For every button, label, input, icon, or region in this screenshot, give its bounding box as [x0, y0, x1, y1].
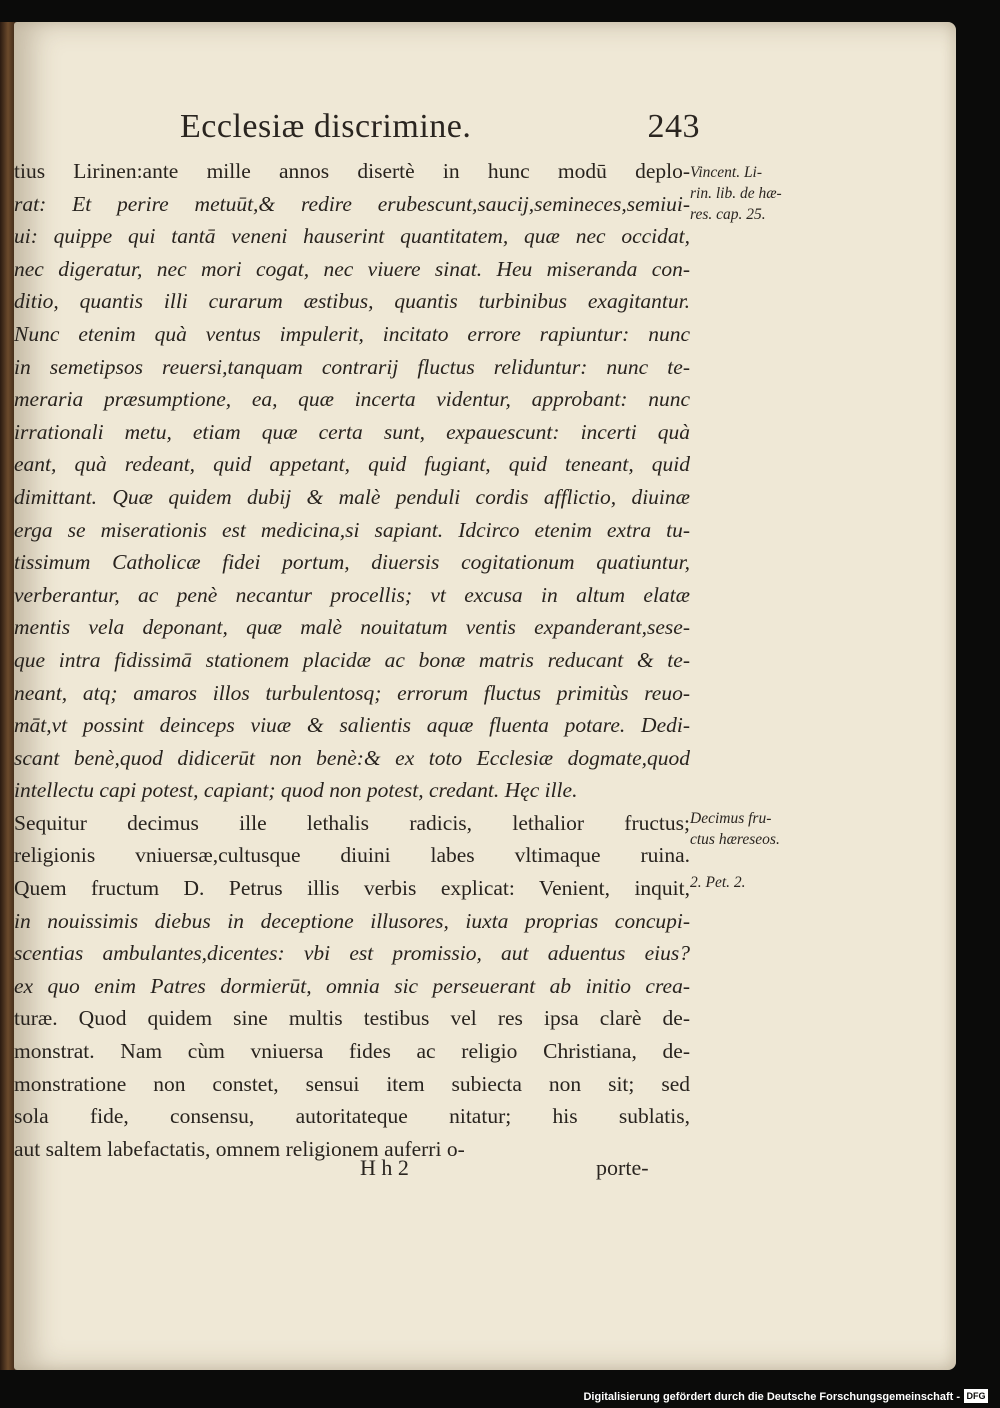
text-line: religionis vniuersæ,cultusque diuini labes vltimaque ruina. — [14, 843, 690, 868]
digitization-credit: Digitalisierung gefördert durch die Deutsche Forschungsgemeinschaft - — [583, 1391, 960, 1403]
text-line: ditio, quantis illi curarum æstibus, quantis turbinibus exagitantur. — [14, 289, 690, 314]
margin-note-line: rin. lib. de hæ- — [690, 185, 782, 202]
text-line: intellectu capi potest, capiant; quod non potest, credant. Hęc ille. — [14, 778, 578, 803]
text-line: in semetipsos reuersi,tanquam contrarij fluctus reliduntur: nunc te- — [14, 354, 690, 379]
text-line: scentias ambulantes,dicentes: vbi est promissio, aut aduentus eius? — [14, 941, 690, 966]
text-line: Nunc etenim quà ventus impulerit, incitato errore rapiuntur: nunc — [14, 321, 690, 346]
text-line: irrationali metu, etiam quæ certa sunt, expauescunt: incerti quà — [14, 419, 690, 444]
margin-note-decimus — [690, 808, 780, 850]
margin-note-line: ctus hæreseos. — [690, 831, 780, 848]
text-line: in nouissimis diebus in deceptione illusores, iuxta proprias concupi- — [14, 908, 690, 933]
text-line: ex quo enim Patres dormierūt, omnia sic perseuerant ab initio crea- — [14, 973, 690, 998]
dfg-logo: DFG — [964, 1389, 988, 1403]
text-line: Quem fructum D. Petrus illis verbis explicat: Venient, inquit, — [14, 876, 690, 901]
page-number: 243 — [647, 108, 700, 145]
text-line: aut saltem labefactatis, omnem religionem auferri o- — [14, 1136, 465, 1161]
margin-note-line: Decimus fru- — [690, 810, 772, 827]
text-line: tius Lirinen:ante mille annos disertè in hunc modū deplo- — [14, 159, 690, 183]
text-line: mentis vela deponant, quæ malè nouitatum ventis expanderant,sese- — [14, 615, 690, 640]
text-line: rat: Et perire metuūt,& redire erubescunt,saucij,semineces,semiui- — [14, 191, 690, 216]
text-line: que intra fidissimā stationem placidæ ac bonæ matris reducant & te- — [14, 647, 690, 672]
text-line: scant benè,quod didicerūt non benè:& ex toto Ecclesiæ dogmate,quod — [14, 745, 690, 770]
margin-note-vincent — [690, 162, 782, 225]
text-line: erga se miserationis est medicina,si sapiant. Idcirco etenim extra tu- — [14, 517, 690, 542]
text-line: dimittant. Quæ quidem dubij & malè penduli cordis afflictio, diuinæ — [14, 484, 690, 509]
text-line: eant, quà redeant, quid appetant, quid fugiant, quid teneant, quid — [14, 452, 690, 477]
text-line: turæ. Quod quidem sine multis testibus vel res ipsa clarè de- — [14, 1006, 690, 1031]
margin-note-petrus — [690, 872, 746, 893]
text-line: tissimum Catholicæ fidei portum, diuersis cogitationum quatiuntur, — [14, 550, 690, 575]
body-text — [14, 155, 690, 1165]
text-line: monstratione non constet, sensui item subiecta non sit; sed — [14, 1071, 690, 1096]
text-line: nec digeratur, nec mori cogat, nec viuere sinat. Heu miseranda con- — [14, 256, 690, 281]
signature-mark: H h 2 — [360, 1155, 409, 1180]
text-line: meraria præsumptione, ea, quæ incerta videntur, approbant: nunc — [14, 387, 690, 412]
text-line: verberantur, ac penè necantur procellis; vt excusa in altum elatæ — [14, 582, 690, 607]
text-line: sola fide, consensu, autoritateque nitatur; his sublatis, — [14, 1104, 690, 1129]
text-line: ui: quippe qui tantā veneni hauserint quantitatem, quæ nec occidat, — [14, 224, 690, 249]
margin-note-line: Vincent. Li- — [690, 164, 763, 181]
text-line: monstrat. Nam cùm vniuersa fides ac religio Christiana, de- — [14, 1039, 690, 1064]
margin-note-line: 2. Pet. 2. — [690, 874, 746, 891]
margin-note-line: res. cap. 25. — [690, 206, 766, 223]
running-head-title: Ecclesiæ discrimine. — [180, 108, 472, 145]
running-head — [180, 108, 700, 146]
catchword: porte- — [596, 1155, 649, 1180]
text-line: māt,vt possint deinceps viuæ & salientis aquæ fluenta potare. Dedi- — [14, 713, 690, 738]
text-line: neant, atq; amaros illos turbulentosq; errorum fluctus primitùs reuo- — [14, 680, 690, 705]
text-line: Sequitur decimus ille lethalis radicis, lethalior fructus; — [14, 810, 690, 835]
